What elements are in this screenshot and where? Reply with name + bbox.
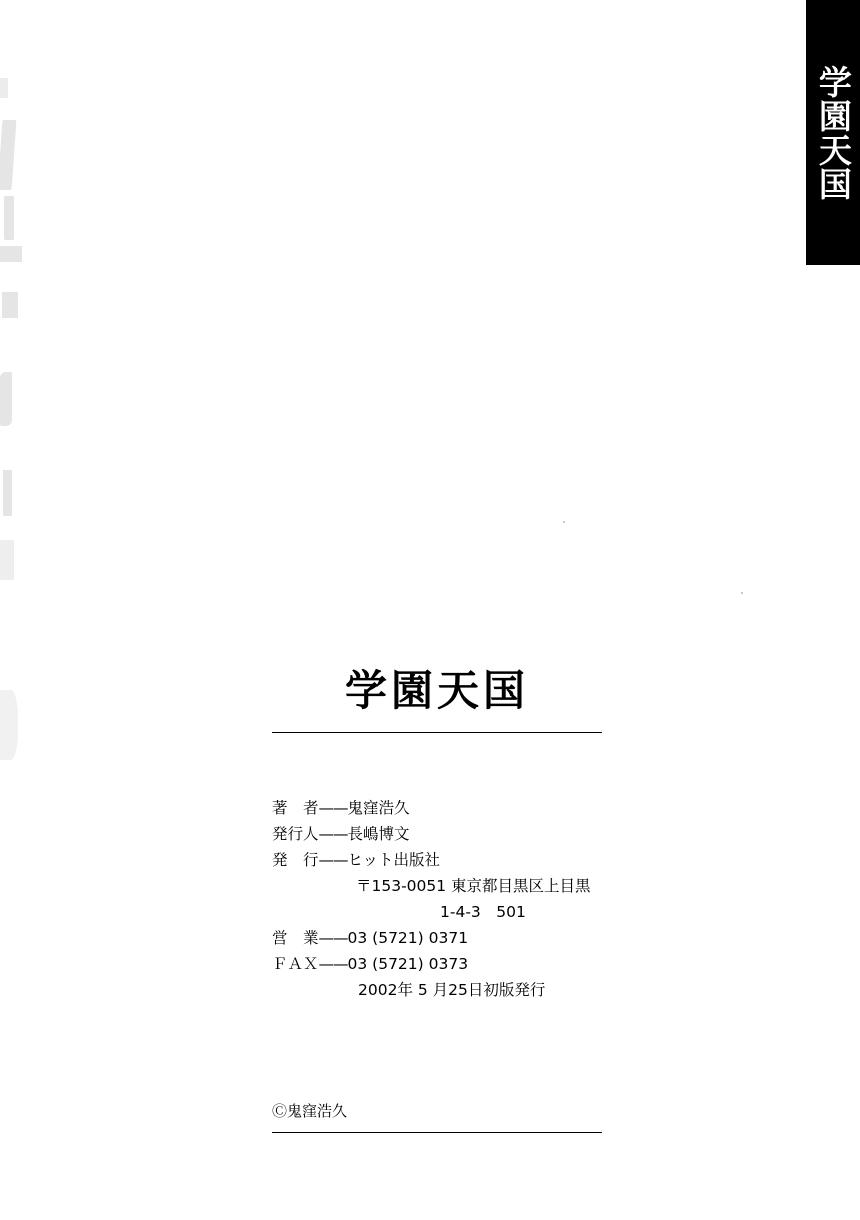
paper-speck bbox=[563, 521, 565, 523]
colophon-block bbox=[272, 666, 602, 1120]
bleed-mark bbox=[0, 690, 18, 760]
spine-tab bbox=[806, 0, 860, 265]
credit-value: 鬼窪浩久 bbox=[347, 799, 410, 817]
bleed-mark bbox=[0, 246, 22, 262]
spine-title: 学園天国 bbox=[813, 64, 853, 201]
title-rule bbox=[272, 732, 602, 733]
credit-dash: —— bbox=[318, 825, 348, 843]
credit-row bbox=[272, 821, 602, 847]
page-title: 学園天国 bbox=[344, 666, 529, 715]
bleed-mark bbox=[0, 540, 14, 580]
credit-value: 長嶋博文 bbox=[347, 825, 410, 843]
credit-label: 営 業 bbox=[272, 929, 319, 947]
credit-dash: —— bbox=[318, 955, 348, 973]
credit-row-address bbox=[272, 873, 602, 899]
credit-label: 発 行 bbox=[272, 851, 319, 869]
credit-dash: —— bbox=[318, 851, 348, 869]
credit-row-address-2 bbox=[272, 899, 602, 925]
credit-row-fax bbox=[272, 951, 602, 977]
credits-list bbox=[272, 795, 602, 1003]
credit-row-publication-date bbox=[272, 977, 602, 1003]
credit-value: 03 (5721) 0373 bbox=[347, 955, 469, 973]
bleed-mark bbox=[2, 292, 18, 318]
credit-value: ヒット出版社 bbox=[347, 851, 441, 869]
credit-row-sales bbox=[272, 925, 602, 951]
credit-value: 〒153-0051 東京都目黒区上目黒 bbox=[356, 877, 591, 895]
credit-label: 発行人 bbox=[272, 825, 319, 843]
bleed-mark bbox=[4, 196, 14, 240]
credit-value: 1-4-3 501 bbox=[440, 903, 526, 921]
bleed-mark bbox=[0, 372, 12, 426]
credit-value: 2002年 5 月25日初版発行 bbox=[358, 981, 546, 999]
credit-dash: —— bbox=[318, 799, 348, 817]
credit-label: ＦＡＸ bbox=[272, 955, 319, 973]
credit-row bbox=[272, 795, 602, 821]
page-bleed-marks bbox=[0, 0, 40, 820]
paper-speck bbox=[741, 592, 743, 594]
credit-dash: —— bbox=[318, 929, 348, 947]
credit-label: 著 者 bbox=[272, 799, 319, 817]
copyright-notice: Ⓒ鬼窪浩久 bbox=[272, 1102, 348, 1120]
credit-value: 03 (5721) 0371 bbox=[347, 929, 469, 947]
bleed-mark bbox=[0, 78, 8, 98]
bottom-rule bbox=[272, 1132, 602, 1133]
bleed-mark bbox=[3, 470, 12, 516]
bleed-mark bbox=[0, 120, 16, 190]
credit-row bbox=[272, 847, 602, 873]
